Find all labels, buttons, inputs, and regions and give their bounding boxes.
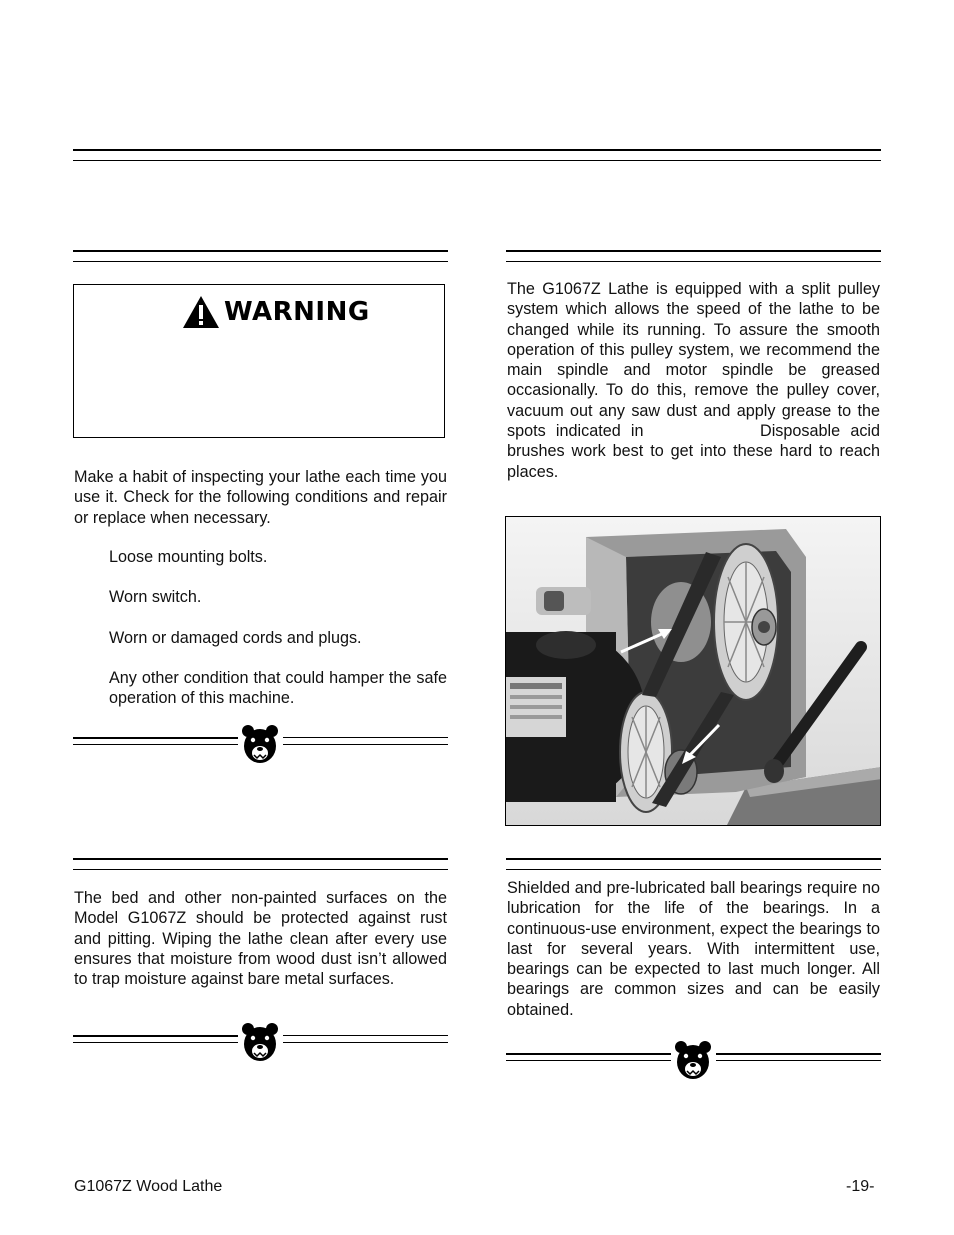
bearings-paragraph: Shielded and pre-lubricated ball bearings require no lubrication for the life of the bearings. In a continuous-use environment, expect the bearings to last for several years. With intermittent use, bearings can be expected to last much longer. All bearings are common sizes and can be easily obtained. xyxy=(507,879,880,1019)
inspection-item-1: Loose mounting bolts. xyxy=(109,548,268,566)
pulley-paragraph xyxy=(507,279,880,482)
footer-model: G1067Z Wood Lathe xyxy=(74,1178,223,1195)
pulley-text-end: Disposable acid brushes work best to get into these hard to reach places. xyxy=(507,422,881,481)
inspection-item-3: Worn or damaged cords and plugs. xyxy=(109,629,362,647)
bear-head-icon xyxy=(241,1022,279,1062)
section-rule-bearings-thin xyxy=(506,869,881,870)
section-rule-bearings xyxy=(506,858,881,860)
section-rule-pulley-thin xyxy=(506,261,881,262)
bear-head-icon xyxy=(674,1040,712,1080)
pulley-photo xyxy=(505,516,881,826)
warning-label: WARNING xyxy=(224,297,370,327)
section-end-mark xyxy=(506,1040,881,1080)
warning-heading xyxy=(182,295,370,329)
bear-head-icon xyxy=(241,724,279,764)
pulley-text: The G1067Z Lathe is equipped with a split pulley system which allows the speed of the lathe to be changed while its running. To assure the smooth operation of this pulley system, we recommend the main spindle and motor spindle be greased occasionally. To do this, remove the pulley cover, vacuum out any saw dust and apply grease to the spots indicated in xyxy=(507,280,880,441)
inspection-item-2: Worn switch. xyxy=(109,588,202,606)
section-rule-pulley xyxy=(506,250,881,252)
section-rule-bed xyxy=(73,858,448,860)
header-rule-thin xyxy=(73,160,881,161)
page-number: -19- xyxy=(846,1178,875,1195)
inspection-intro: Make a habit of inspecting your lathe each time you use it. Check for the following conditions and repair or replace when necessary. xyxy=(74,468,447,527)
header-rule xyxy=(73,149,881,151)
inspection-item-4: Any other condition that could hamper the safe operation of this machine. xyxy=(109,669,447,708)
warning-triangle-icon xyxy=(182,295,220,329)
section-rule-inspection-thin xyxy=(73,261,448,262)
section-rule-inspection xyxy=(73,250,448,252)
section-rule-bed-thin xyxy=(73,869,448,870)
bed-paragraph: The bed and other non-painted surfaces on the Model G1067Z should be protected against rust and pitting. Wiping the lathe clean after every use ensures that moisture from wood dust isn’t allowed to trap moisture against bare metal surfaces. xyxy=(74,889,447,989)
section-end-mark xyxy=(73,724,448,764)
section-end-mark xyxy=(73,1022,448,1062)
